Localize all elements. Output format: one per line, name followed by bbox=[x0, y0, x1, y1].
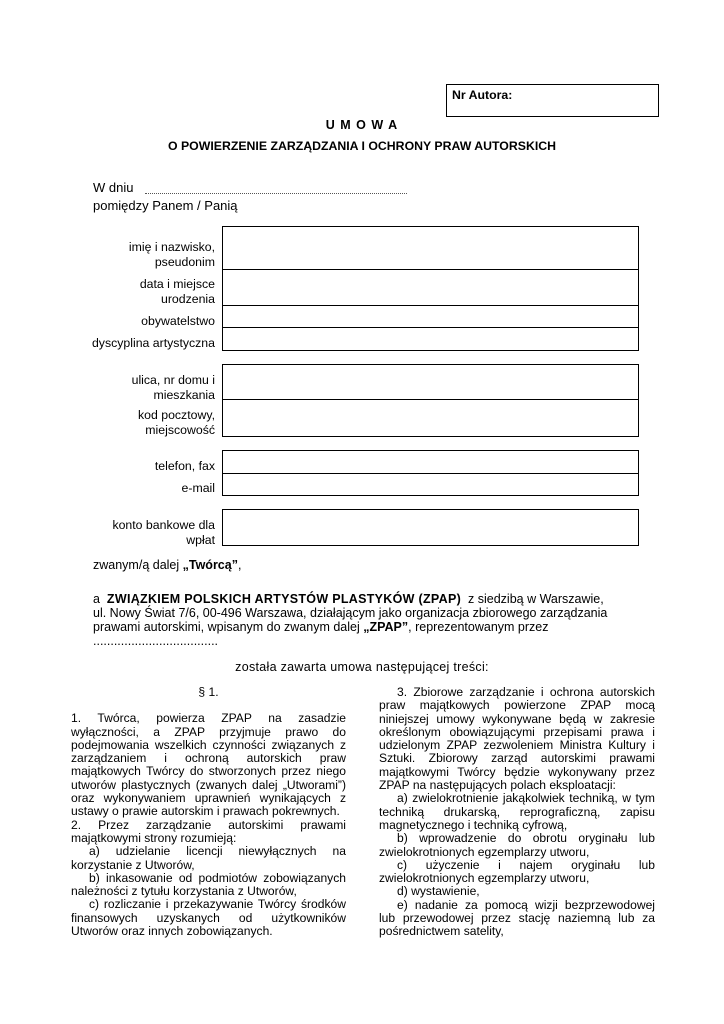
left-item-a: a) udzielanie licencji niewyłącznych na korzystanie z Utworów, bbox=[71, 844, 346, 872]
field-input-discipline[interactable] bbox=[222, 327, 639, 351]
document-title: U M O W A bbox=[325, 118, 399, 132]
field-label-phone: telefon, fax bbox=[154, 459, 215, 473]
right-column bbox=[379, 686, 655, 939]
zpap-line-3-c: , reprezentowanym przez bbox=[408, 620, 549, 634]
creator-name: „Twórcą” bbox=[182, 558, 238, 572]
zpap-a: a bbox=[93, 592, 100, 606]
field-input-phone[interactable] bbox=[222, 450, 639, 474]
right-p3: 3. Zbiorowe zarządzanie i ochrona autorskich praw majątkowych powierzone ZPAP mocą niniejszej umowy wykonywane będą w zakresie określonym obowiązującymi przepisami prawa i udzielonym ZPAP zezwoleniem Ministra Kultury i Sztuki. Zbiorowy zarząd autorskimi prawami majątkowymi Twórcy będzie wykonywany przez ZPAP na następujących polach eksploatacji: bbox=[379, 685, 655, 793]
field-label-email: e-mail bbox=[181, 481, 215, 495]
field-input-street[interactable] bbox=[222, 364, 639, 400]
field-input-bank[interactable] bbox=[222, 509, 639, 546]
left-p2: 2. Przez zarządzanie autorskimi prawami majątkowymi strony rozumieją: bbox=[71, 817, 346, 845]
field-label-street: ulica, nr domu i mieszkania bbox=[131, 373, 215, 402]
concluded-line: została zawarta umowa następującej treści: bbox=[235, 660, 489, 674]
left-item-b: b) inkasowanie od podmiotów zobowiązanych należności z tytułu korzystania z Utworów, bbox=[71, 870, 346, 899]
zpap-line-3-a: prawami autorskimi, wpisanym do zwanym dalej bbox=[93, 620, 364, 634]
author-number-label: Nr Autora: bbox=[452, 88, 513, 102]
zpap-line-3 bbox=[93, 620, 549, 634]
field-input-birth[interactable] bbox=[222, 269, 639, 306]
left-column bbox=[71, 686, 346, 938]
right-item-b: b) wprowadzenie do obrotu oryginału lub zwielokrotnionych egzemplarzy utworu, bbox=[379, 831, 655, 859]
left-p1: 1. Twórca, powierza ZPAP na zasadzie wyłączności, a ZPAP przyjmuje prawo do podejmowania wszelkich czynności związanych z zarządzaniem i ochroną autorskich praw majątkowych Twórcy do stworzonych przez niego utworów plastycznych (zwanych dalej „Utworami”) oraz wykonywaniem uprawnień wynikających z ustawy o prawie autorskim i prawach pokrewnych. bbox=[71, 711, 346, 819]
field-input-postal[interactable] bbox=[222, 399, 639, 437]
field-label-bank: konto bankowe dla wpłat bbox=[112, 518, 215, 547]
right-item-c: c) użyczenie i najem oryginału lub zwielokrotnionych egzemplarzy utworu, bbox=[379, 857, 655, 886]
date-label: W dniu bbox=[93, 180, 134, 195]
creator-prefix: zwanym/ą dalej bbox=[93, 558, 183, 572]
date-field[interactable] bbox=[145, 181, 407, 194]
field-input-name[interactable] bbox=[222, 226, 639, 270]
field-label-birth: data i miejsce urodzenia bbox=[139, 277, 215, 306]
field-label-citizenship: obywatelstwo bbox=[141, 314, 215, 328]
left-item-c: c) rozliczanie i przekazywanie Twórcy środków finansowych uzyskanych od użytkowników Utworów oraz innych zobowiązanych. bbox=[71, 897, 346, 939]
right-item-d: d) wystawienie, bbox=[397, 884, 480, 899]
right-item-a: a) zwielokrotnienie jakąkolwiek techniką, w tym techniką drukarską, reprograficzną, zapisu magnetycznego i techniką cyfrową, bbox=[379, 791, 655, 832]
section-1-heading: § 1. bbox=[198, 685, 219, 699]
author-number-box[interactable] bbox=[446, 84, 659, 117]
right-item-e: e) nadanie za pomocą wizji bezprzewodowej lub przewodowej przez stację naziemną lub za pośrednictwem satelity, bbox=[379, 897, 655, 939]
zpap-name: ZWIĄZKIEM POLSKICH ARTYSTÓW PLASTYKÓW (ZPAP) bbox=[106, 592, 462, 606]
zpap-line-2: ul. Nowy Świat 7/6, 00-496 Warszawa, działającym jako organizacja zbiorowego zarządzania bbox=[93, 606, 608, 620]
field-input-citizenship[interactable] bbox=[222, 305, 639, 328]
between-label: pomiędzy Panem / Panią bbox=[93, 198, 238, 213]
field-label-postal: kod pocztowy, miejscowość bbox=[137, 408, 215, 437]
field-label-discipline: dyscyplina artystyczna bbox=[91, 336, 215, 350]
zpap-line-1 bbox=[93, 592, 604, 606]
creator-line bbox=[93, 558, 241, 572]
zpap-seat: z siedzibą w Warszawie, bbox=[468, 592, 604, 606]
creator-suffix: , bbox=[237, 558, 242, 572]
zpap-short-name: „ZPAP” bbox=[363, 620, 409, 634]
document-subtitle: O POWIERZENIE ZARZĄDZANIA I OCHRONY PRAW AUTORSKICH bbox=[167, 139, 557, 153]
field-input-email[interactable] bbox=[222, 473, 639, 496]
field-label-name: imię i nazwisko, pseudonim bbox=[128, 240, 215, 269]
zpap-representative: .................................... bbox=[93, 634, 219, 648]
